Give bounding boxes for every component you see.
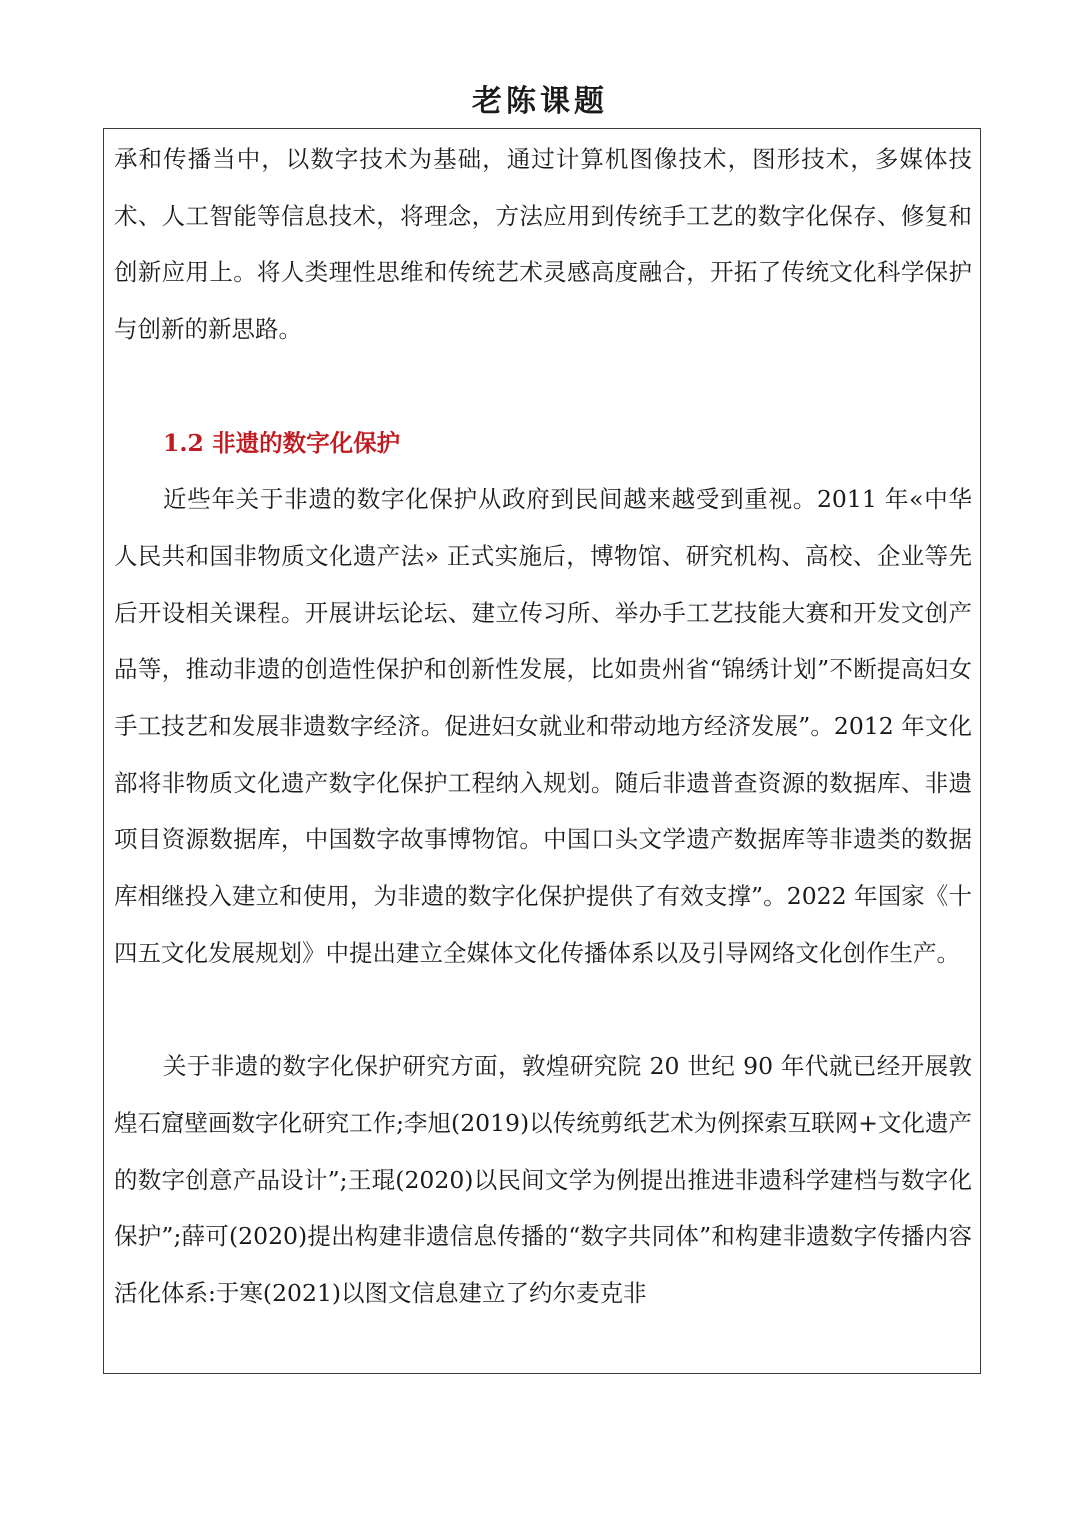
paragraph-digital-protection-policy: 近些年关于非遗的数字化保护从政府到民间越来越受到重视。2011 年«中华人民共和国非物质文化遗产法» 正式实施后，博物馆、研究机构、高校、企业等先后开设相关课程。开展讲坛论坛、建立传习所、举办手工艺技能大赛和开发文创产品等，推动非遗的创造性保护和创新性发展，比如贵州省“锦绣计划”不断提高妇女手工技艺和发展非遗数字经济。促进妇女就业和带动地方经济发展”。2012 年文化部将非物质文化遗产数字化保护工程纳入规划。随后非遗普查资源的数据库、非遗项目资源数据库，中国数字故事博物馆。中国口头文学遗产数据库等非遗类的数据库相继投入建立和使用，为非遗的数字化保护提供了有效支撑”。2022 年国家《十四五文化发展规划》中提出建立全媒体文化传播体系以及引导网络文化创作生产。: [114, 485, 972, 967]
section-heading: 1.2 非遗的数字化保护: [163, 428, 401, 457]
blank-line: [114, 358, 972, 415]
document-content-frame: [103, 128, 981, 1374]
page-header-title: 老陈课题: [472, 84, 608, 119]
paragraph-research-review: 关于非遗的数字化保护研究方面，敦煌研究院 20 世纪 90 年代就已经开展敦煌石窟壁画数字化研究工作;李旭(2019)以传统剪纸艺术为例探索互联网+文化遗产的数字创意产品设计”;王琨(2020)以民间文学为例提出推进非遗科学建档与数字化保护”;薛可(2020)提出构建非遗信息传播的“数字共同体”和构建非遗数字传播内容活化体系:于寒(2021)以图文信息建立了约尔麦克非: [114, 1052, 972, 1308]
document-body: [114, 131, 972, 1322]
paragraph-continuation: 承和传播当中，以数字技术为基础，通过计算机图像技术，图形技术，多媒体技术、人工智能等信息技术，将理念，方法应用到传统手工艺的数字化保存、修复和创新应用上。将人类理性思维和传统艺术灵感高度融合，开拓了传统文化科学保护与创新的新思路。: [114, 145, 972, 344]
blank-line: [114, 982, 972, 1039]
